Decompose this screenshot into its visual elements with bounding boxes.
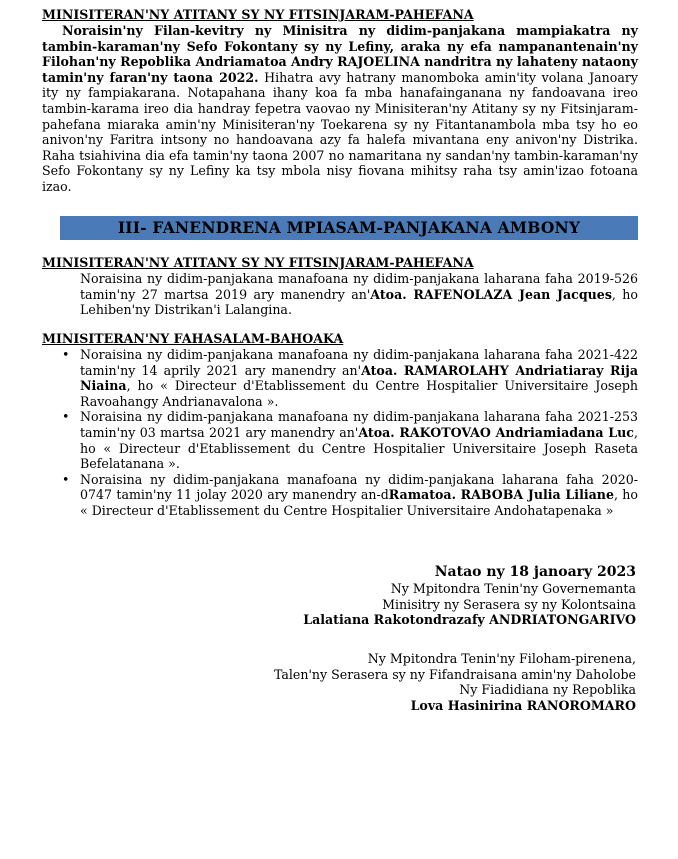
signatory-name: Lalatiana Rakotondrazafy ANDRIATONGARIVO: [303, 612, 636, 628]
section-heading-atitany-2: MINISITERAN'NY ATITANY SY NY FITSINJARAM-PAHEFANA: [42, 255, 474, 270]
item-role: , ho « Directeur d'Etablissement du Centre Hospitalier Universitaire Andohatapenaka »: [80, 487, 638, 518]
signatory-name: Lova Hasinirina RANOROMARO: [410, 697, 636, 713]
appointment-list: [60, 347, 638, 519]
item-text: Noraisina ny didim-panjakana manafoana ny didim-panjakana laharana faha 2020-0747 tamin'ny 11 jolay 2020 ary manendry an-d: [80, 471, 638, 503]
section-paragraph-atitany: [42, 23, 638, 195]
item-role: , ho « Directeur d'Etablissement du Centre Hospitalier Universitaire Joseph Raseta Befelatanana ».: [80, 424, 638, 472]
bullet-icon: •: [62, 471, 70, 487]
list-item: [60, 472, 638, 519]
signature-office: Talen'ny Serasera sy ny Fifandraisana amin'ny Daholobe: [273, 666, 636, 682]
signature-title: Ny Mpitondra Tenin'ny Governemanta: [390, 581, 636, 596]
item-role: , ho « Directeur d'Etablissement du Centre Hospitalier Universitaire Joseph Ravoahangy Andrianavalona ».: [80, 378, 638, 409]
appointee-name: Atoa. RAKOTOVAO Andriamiadana Luc: [358, 424, 634, 440]
paragraph-lead: Noraisin'ny Filan-kevitry ny Minisitra ny didim-panjakana mampiakatra ny tambin-karaman'ny Sefo Fokontany sy ny Lefiny, araka ny efa nampanantenain'ny Filohan'ny Repoblika Andriamatoa Andry RAJOELINA nandritra ny lahateny nataony tamin'ny faran'ny taona 2022.: [42, 23, 638, 85]
list-item: [60, 409, 638, 471]
signature-block-1: [236, 563, 636, 628]
appointment-text: Noraisina ny didim-panjakana manafoana ny didim-panjakana laharana faha 2019-526 tamin'ny 27 martsa 2019 ary manendry an': [80, 271, 638, 302]
list-item: [60, 347, 638, 409]
appointment-paragraph: [80, 271, 638, 318]
signature-date: Natao ny 18 janoary 2023: [434, 564, 636, 580]
appointment-role: , ho Lehiben'ny Distrikan'i Lalangina.: [80, 286, 638, 318]
appointee-name: Atoa. RAFENOLAZA Jean Jacques: [370, 286, 612, 302]
bullet-icon: •: [62, 347, 70, 362]
appointee-name: Ramatoa. RABOBA Julia Liliane: [388, 487, 614, 503]
appointee-name: Atoa. RAMAROLAHY Andriatiaray Rija Niaina: [80, 362, 638, 394]
section-heading-fahasalamana: MINISITERAN'NY FAHASALAM-BAHOAKA: [42, 331, 344, 346]
bullet-icon: •: [62, 409, 70, 425]
signature-ministry: Minisitry ny Serasera sy ny Kolontsaina: [382, 596, 636, 612]
signature-presidency: Ny Fiadidiana ny Repoblika: [459, 682, 636, 698]
section-banner: III- FANENDRENA MPIASAM-PANJAKANA AMBONY: [60, 216, 638, 240]
signature-block-2: [236, 651, 636, 713]
signature-title: Ny Mpitondra Tenin'ny Filoham-pirenena,: [367, 651, 636, 666]
item-text: Noraisina ny didim-panjakana manafoana ny didim-panjakana laharana faha 2021-253 tamin'ny 03 martsa 2021 ary manendry an': [80, 409, 638, 440]
item-text: Noraisina ny didim-panjakana manafoana ny didim-panjakana laharana faha 2021-422 tamin'ny 14 aprily 2021 ary manendry an': [80, 347, 638, 378]
section-heading-atitany: MINISITERAN'NY ATITANY SY NY FITSINJARAM-PAHEFANA: [42, 7, 474, 22]
paragraph-body: Hihatra avy hatrany manomboka amin'ity volana Janoary ity ny fampiakarana. Notapahana ihany koa fa mba hanafainganana ny fandoavana ireo tambin-karama ireo dia handray fepetra vaovao ny Minisiteran'ny Atitany sy ny Fitsinjaram-pahefana miaraka amin'ny Minisiteran'ny Toekarena sy ny Fitantanambola mba tsy ho eo anivon'ny Faritra intsony no handoavana azy fa halefa mivantana eny anivon'ny Distrika. Raha tsiahivina dia efa tamin'ny taona 2007 no namaritana ny sandan'ny tambin-karaman'ny Sefo Fokontany sy ny Lefiny ka tsy mbola nisy fiovana mihitsy raha tsy amin'izao fotoana izao.: [42, 69, 638, 194]
